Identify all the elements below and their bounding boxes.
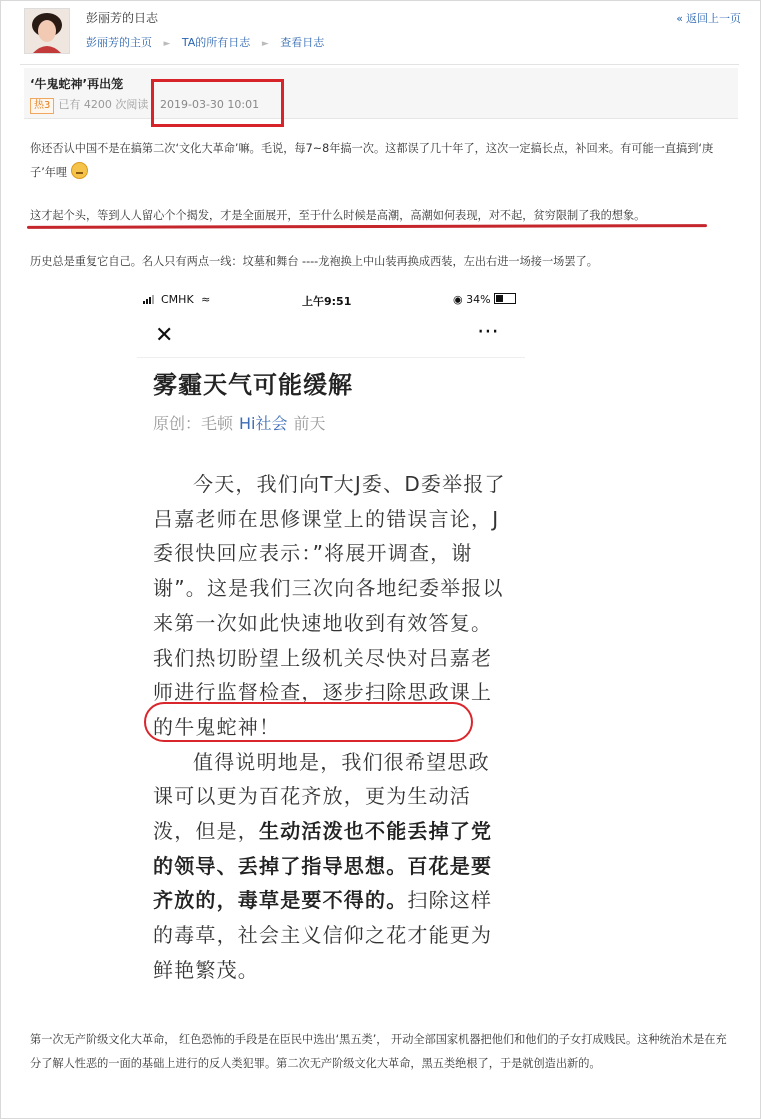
body-paragraph-2: 这才起个头，等到人人留心个个揭发，才是全面展开，至于什么时候是高潮，高潮如何表现，对不起，贫穷限制了我的想象。	[30, 209, 646, 222]
article-paragraph-2-bold: 生动活泼也不能丢掉了党的领导、丢掉了指导思想。百花是要齐放的，毒草是要不得的。	[153, 819, 493, 913]
breadcrumb-separator-icon: ►	[261, 39, 269, 49]
breadcrumb-separator-icon: ►	[163, 39, 171, 49]
article-time: 前天	[293, 414, 326, 433]
article-original-author: 原创：毛顿	[153, 414, 234, 433]
breadcrumb	[86, 34, 324, 50]
wifi-icon: ≈	[201, 293, 211, 306]
breadcrumb-all-posts[interactable]: TA的所有日志	[181, 36, 251, 49]
avatar[interactable]	[24, 8, 70, 54]
close-icon[interactable]: ✕	[155, 323, 174, 348]
date-highlight-box	[151, 79, 284, 127]
battery-icon	[494, 293, 516, 304]
article-paragraph-2	[153, 745, 508, 988]
body-paragraph-3: 历史总是重复它自己。名人只有两点一线：坟墓和舞台 ----龙袍换上中山装再换成西装，左出右进一场接一场罢了。	[30, 255, 598, 268]
body-paragraph-1-text: 你还否认中国不是在搞第二次‘文化大革命’嘛。毛说，每7~8年搞一次。这都误了几十年了，这次一定搞长点，补回来。有可能一直搞到‘庚子’年哩	[30, 142, 714, 179]
article-paragraph-1: 今天，我们向T大J委、D委举报了吕嘉老师在思修课堂上的错误言论，J委很快回应表示：”将展开调查，谢谢”。这是我们三次向各地纪委举报以来第一次如此快速地收到有效答复。我们热切盼望上级机关尽快对吕嘉老师进行监督检查，逐步扫除思政课上的牛鬼蛇神！	[153, 472, 506, 739]
view-count: 已有 4200 次阅读	[58, 98, 149, 111]
breadcrumb-view-post[interactable]: 查看日志	[280, 36, 325, 49]
article-paragraph-2-b: 扫除这样的毒草，社会主义信仰之花才能更为鲜艳繁茂。	[153, 888, 493, 982]
back-link[interactable]	[676, 10, 741, 26]
blog-owner-title[interactable]: 彭丽芳的日志	[86, 11, 159, 25]
carrier-label: CMHK	[161, 293, 194, 306]
back-link-label: 返回上一页	[686, 12, 741, 25]
status-time: 上午9:51	[302, 295, 352, 308]
smile-emoji-icon	[71, 162, 88, 179]
breadcrumb-home[interactable]: 彭丽芳的主页	[86, 36, 152, 49]
article-meta	[153, 411, 326, 434]
red-highlight-oval	[144, 702, 473, 742]
post-meta	[30, 96, 148, 114]
lock-rotation-icon: ◉	[453, 293, 463, 306]
body-paragraph-1	[30, 137, 730, 185]
article-title: 雾霾天气可能缓解	[153, 371, 353, 399]
embedded-phone-screenshot	[137, 287, 525, 987]
more-icon[interactable]: ⋯	[477, 319, 500, 344]
hot-badge: 热3	[30, 98, 54, 114]
phone-nav-bar	[137, 317, 525, 358]
battery-status	[453, 293, 516, 306]
article-paragraph-2-a: 值得说明地是，我们很希望思政课可以更为百花齐放，更为生动活泼，但是，	[153, 749, 490, 844]
header-divider	[20, 64, 739, 65]
signal-icon	[143, 293, 210, 306]
battery-percent: 34%	[466, 293, 491, 306]
post-date: 2019-03-30 10:01	[160, 98, 260, 111]
body-paragraph-4: 第一次无产阶级文化大革命， 红色恐怖的手段是在臣民中选出‘黑五类’， 开动全部国家机器把他们和他们的子女打成贱民。这种统治术是在充分了解人性恶的一面的基础上进行的反人类犯罪。第二次无产阶级文化大革命，黑五类绝根了，于是就创造出新的。	[30, 1033, 727, 1070]
post-title: ‘牛鬼蛇神’再出笼	[30, 77, 124, 91]
double-chevron-left-icon: «	[676, 12, 683, 25]
article-account[interactable]: Hi社会	[239, 414, 288, 433]
